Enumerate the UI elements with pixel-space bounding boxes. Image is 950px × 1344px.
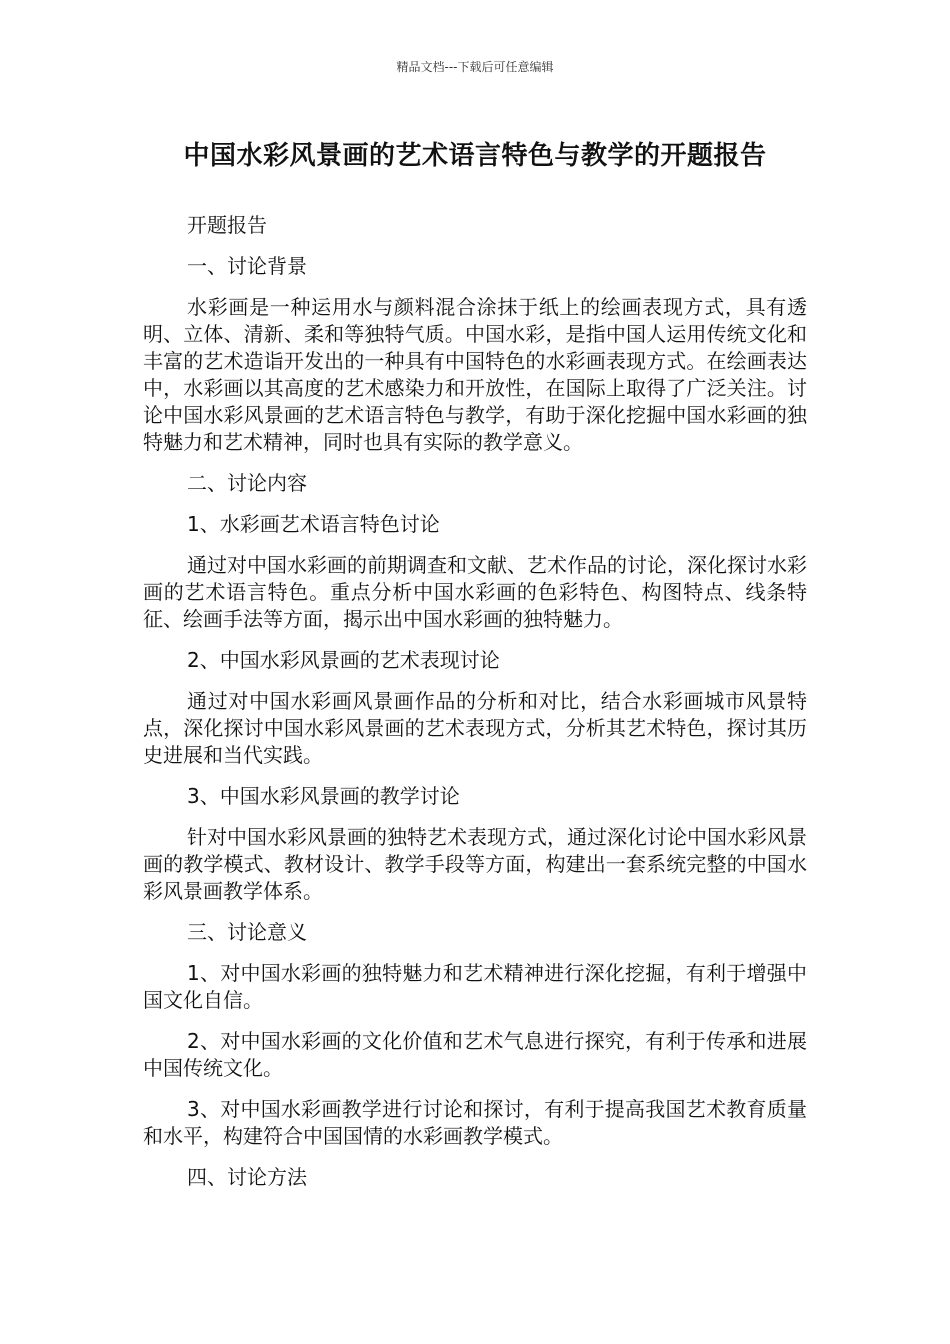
document-title: 中国水彩风景画的艺术语言特色与教学的开题报告 bbox=[183, 141, 767, 171]
document-body bbox=[143, 212, 807, 1205]
subheading-artistic-expression: 2、中国水彩风景画的艺术表现讨论 bbox=[187, 648, 500, 672]
paragraph-significance-3: 3、对中国水彩画教学进行讨论和探讨，有利于提高我国艺术教育质量和水平，构建符合中国国情的水彩画教学模式。 bbox=[143, 1097, 807, 1148]
subheading-language-features: 1、水彩画艺术语言特色讨论 bbox=[187, 512, 440, 536]
heading-significance: 三、讨论意义 bbox=[187, 920, 307, 944]
paragraph-teaching: 针对中国水彩风景画的独特艺术表现方式，通过深化讨论中国水彩风景画的教学模式、教材设计、教学手段等方面，构建出一套系统完整的中国水彩风景画教学体系。 bbox=[143, 825, 807, 903]
paragraph-report-label: 开题报告 bbox=[187, 213, 267, 237]
heading-content: 二、讨论内容 bbox=[187, 471, 307, 495]
paragraph-significance-1: 1、对中国水彩画的独特魅力和艺术精神进行深化挖掘，有利于增强中国文化自信。 bbox=[143, 961, 807, 1012]
heading-methods: 四、讨论方法 bbox=[187, 1165, 307, 1189]
header-note: 精品文档---下载后可任意编辑 bbox=[396, 60, 554, 74]
subheading-teaching: 3、中国水彩风景画的教学讨论 bbox=[187, 784, 460, 808]
paragraph-background: 水彩画是一种运用水与颜料混合涂抹于纸上的绘画表现方式，具有透明、立体、清新、柔和等独特气质。中国水彩，是指中国人运用传统文化和丰富的艺术造诣开发出的一种具有中国特色的水彩画表现方式。在绘画表达中，水彩画以其高度的艺术感染力和开放性，在国际上取得了广泛关注。讨论中国水彩风景画的艺术语言特色与教学，有助于深化挖掘中国水彩画的独特魅力和艺术精神，同时也具有实际的教学意义。 bbox=[143, 295, 807, 454]
heading-background: 一、讨论背景 bbox=[187, 254, 307, 278]
paragraph-artistic-expression: 通过对中国水彩画风景画作品的分析和对比，结合水彩画城市风景特点，深化探讨中国水彩风景画的艺术表现方式，分析其艺术特色，探讨其历史进展和当代实践。 bbox=[143, 689, 807, 767]
paragraph-language-features: 通过对中国水彩画的前期调查和文献、艺术作品的讨论，深化探讨水彩画的艺术语言特色。重点分析中国水彩画的色彩特色、构图特点、线条特征、绘画手法等方面，揭示出中国水彩画的独特魅力。 bbox=[143, 553, 807, 631]
paragraph-significance-2: 2、对中国水彩画的文化价值和艺术气息进行探究，有利于传承和进展中国传统文化。 bbox=[143, 1029, 807, 1080]
